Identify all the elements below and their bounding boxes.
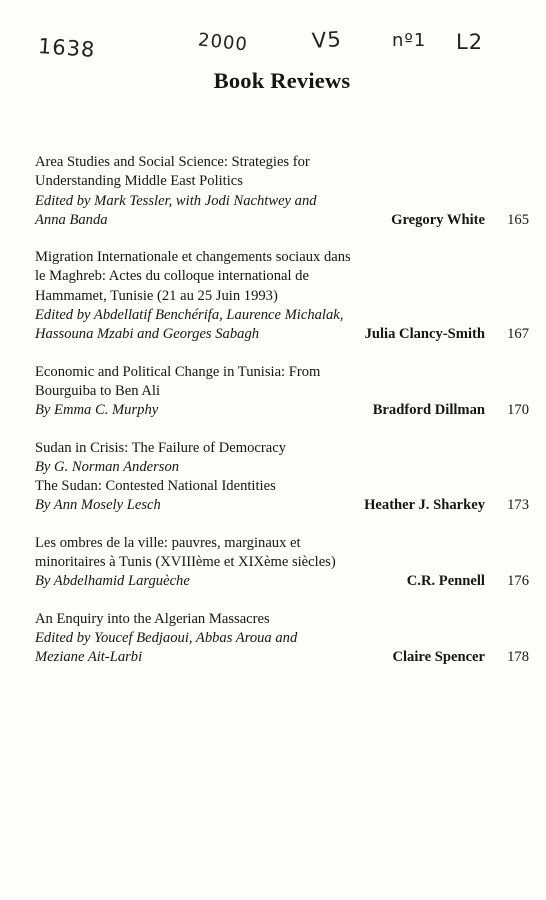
page-title: Book Reviews	[213, 68, 351, 93]
page-number: 173	[507, 497, 529, 514]
book-title-line: The Sudan: Contested National Identities	[35, 478, 276, 495]
handwritten-note: L2	[456, 30, 484, 54]
handwritten-note: 1638	[37, 34, 97, 62]
book-title-line: Bourguiba to Ben Ali	[35, 382, 160, 399]
book-title-line: Area Studies and Social Science: Strategies for	[35, 154, 310, 170]
book-author-line: Anna Banda	[35, 211, 108, 228]
book-author-line: By Ann Mosely Lesch	[35, 497, 161, 514]
book-author-line: By Emma C. Murphy	[35, 402, 159, 419]
handwritten-note: V5	[311, 26, 343, 54]
handwritten-note: nº1	[392, 30, 427, 51]
book-title-line: le Maghreb: Actes du colloque international de	[35, 268, 309, 285]
book-title-line: Migration Internationale et changements sociaux dans	[35, 249, 351, 266]
book-author-line: Edited by Mark Tessler, with Jodi Nachtwey and	[35, 192, 317, 209]
book-author-line: By G. Norman Anderson	[35, 458, 180, 475]
book-author-line: Edited by Abdellatif Benchérifa, Laurence Michalak,	[35, 307, 344, 324]
page-number: 178	[507, 649, 529, 666]
book-title-line: Understanding Middle East Politics	[35, 173, 243, 190]
page-number: 170	[507, 402, 529, 419]
review-entry	[35, 610, 535, 668]
reviewer-name: C.R. Pennell	[406, 573, 485, 590]
reviewer-name: Bradford Dillman	[372, 402, 485, 419]
page-number: 176	[507, 573, 529, 590]
book-title-line: Les ombres de la ville: pauvres, marginaux et	[35, 534, 301, 551]
reviewer-name: Julia Clancy-Smith	[364, 326, 485, 343]
reviewer-name: Claire Spencer	[392, 649, 485, 666]
page-number: 165	[507, 211, 529, 228]
book-author-line: By Abdelhamid Larguèche	[35, 573, 190, 590]
book-author-line: Edited by Youcef Bedjaoui, Abbas Aroua and	[35, 629, 298, 646]
page-number: 167	[507, 326, 529, 343]
review-entry	[35, 153, 535, 230]
handwritten-note: 2000	[197, 29, 249, 56]
reviews-list	[35, 153, 535, 686]
review-entry	[35, 534, 535, 592]
reviewer-name: Heather J. Sharkey	[364, 497, 485, 514]
reviewer-name: Gregory White	[391, 211, 485, 228]
book-title-line: Sudan in Crisis: The Failure of Democracy	[35, 439, 287, 456]
book-title-line: An Enquiry into the Algerian Massacres	[35, 610, 270, 627]
review-entry	[35, 439, 535, 516]
handwritten-annotations	[0, 28, 546, 68]
book-title-line: Hammamet, Tunisie (21 au 25 Juin 1993)	[35, 287, 278, 304]
review-entry	[35, 363, 535, 421]
book-author-line: Meziane Ait-Larbi	[35, 649, 143, 666]
book-title-line: minoritaires à Tunis (XVIIIème et XIXème siècles)	[35, 554, 336, 571]
review-entry	[35, 248, 535, 344]
book-author-line: Hassouna Mzabi and Georges Sabagh	[35, 326, 260, 343]
book-title-line: Economic and Political Change in Tunisia: From	[35, 363, 321, 380]
